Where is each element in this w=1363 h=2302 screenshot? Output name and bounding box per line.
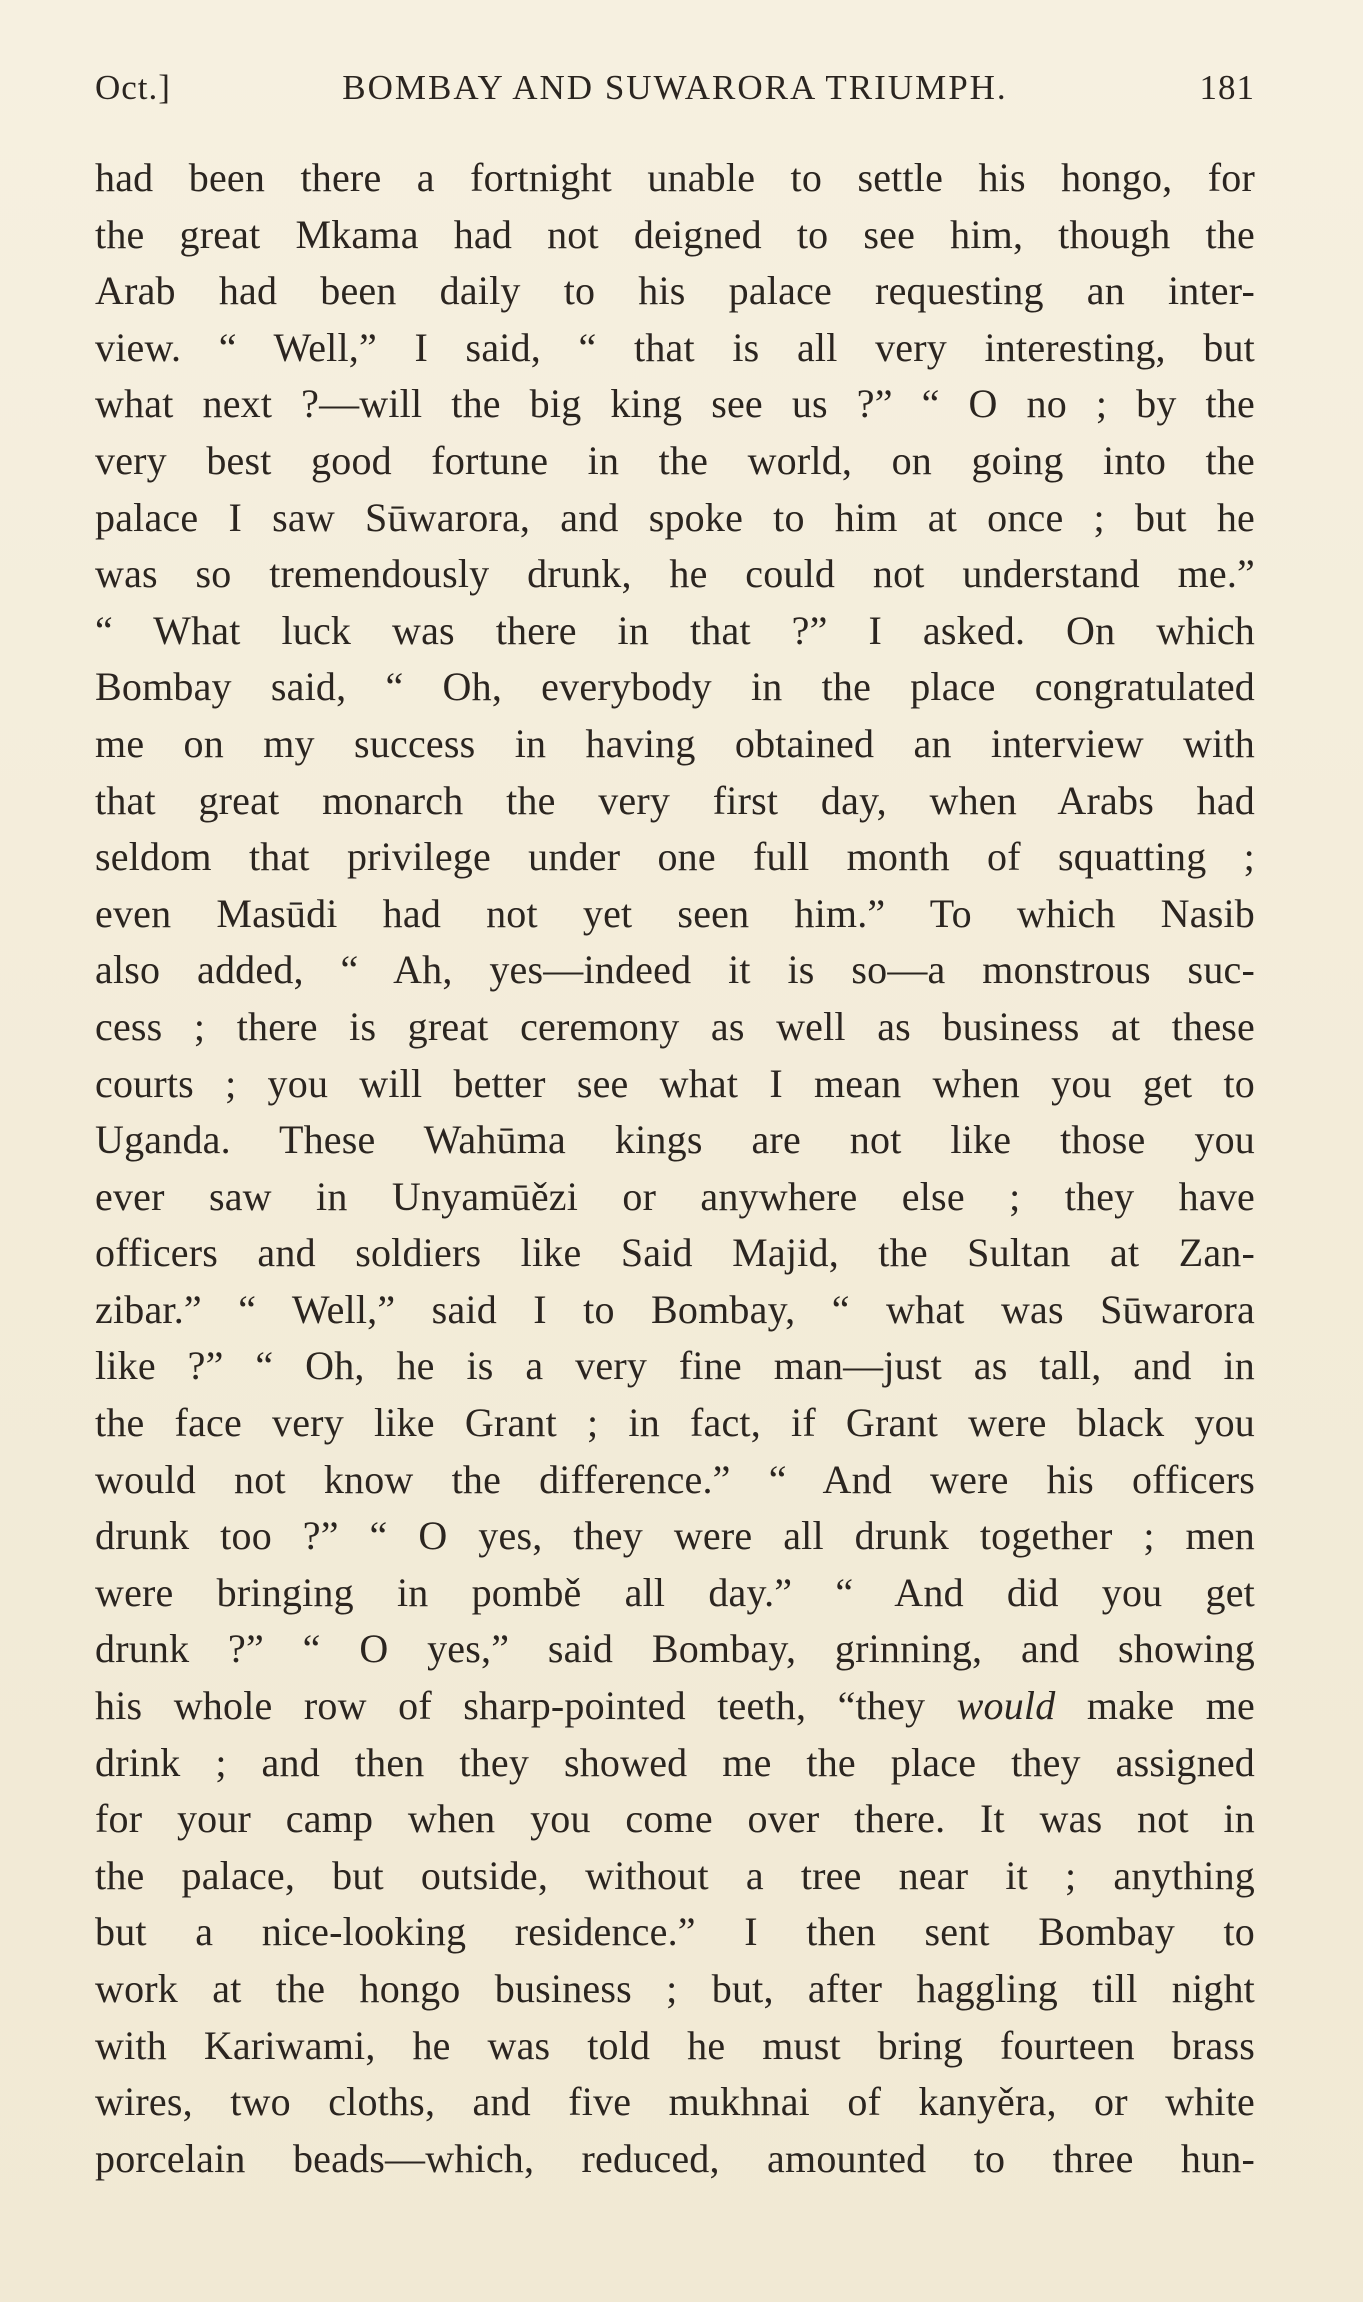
text-line: his whole row of sharp-pointed teeth, “they would make me	[95, 1683, 1255, 1729]
text-line: would not know the difference.” “ And were his officers	[95, 1456, 1255, 1502]
text-line: that great monarch the very first day, when Arabs had	[95, 777, 1255, 823]
text-line: ever saw in Unyamūězi or anywhere else ; they have	[95, 1173, 1255, 1219]
text-line: view. “ Well,” I said, “ that is all very interesting, but	[95, 324, 1255, 370]
text-line: wires, two cloths, and five mukhnai of kanyěra, or white	[95, 2079, 1255, 2125]
text-line: courts ; you will better see what I mean when you get to	[95, 1060, 1255, 1106]
text-line: palace I saw Sūwarora, and spoke to him at once ; but he	[95, 494, 1255, 540]
text-line: like ?” “ Oh, he is a very fine man—just as tall, and in	[95, 1343, 1255, 1389]
text-line: zibar.” “ Well,” said I to Bombay, “ what was Sūwarora	[95, 1286, 1255, 1332]
text-line: officers and soldiers like Said Majid, the Sultan at Zan-	[95, 1230, 1255, 1276]
text-line: had been there a fortnight unable to settle his hongo, for	[95, 155, 1255, 200]
text-line: drink ; and then they showed me the place they assigned	[95, 1739, 1255, 1785]
text-line: “ What luck was there in that ?” I asked. On which	[95, 607, 1255, 653]
text-line: Arab had been daily to his palace requesting an inter-	[95, 268, 1255, 314]
text-line: the palace, but outside, without a tree near it ; anything	[95, 1852, 1255, 1898]
text-line: Uganda. These Wahūma kings are not like those you	[95, 1117, 1255, 1163]
text-line: Bombay said, “ Oh, everybody in the place congratulated	[95, 664, 1255, 710]
text-line: even Masūdi had not yet seen him.” To which Nasib	[95, 890, 1255, 936]
header-title: BOMBAY AND SUWARORA TRIUMPH.	[342, 68, 1008, 107]
text-line: seldom that privilege under one full month of squatting ;	[95, 834, 1255, 880]
text-line: was so tremendously drunk, he could not understand me.”	[95, 551, 1255, 597]
text-line: what next ?—will the big king see us ?” “ O no ; by the	[95, 381, 1255, 427]
page-number: 181	[1199, 68, 1255, 107]
text-line: but a nice-looking residence.” I then sent Bombay to	[95, 1909, 1255, 1955]
text-line: very best good fortune in the world, on going into the	[95, 437, 1255, 483]
text-line: me on my success in having obtained an interview with	[95, 720, 1255, 766]
text-line: work at the hongo business ; but, after haggling till night	[95, 1966, 1255, 2011]
text-line: with Kariwami, he was told he must bring fourteen brass	[95, 2022, 1255, 2068]
emphasis: would	[956, 1683, 1056, 1729]
text-line: drunk too ?” “ O yes, they were all drunk together ; men	[95, 1513, 1255, 1559]
text-line: cess ; there is great ceremony as well as business at these	[95, 1003, 1255, 1049]
text-line: drunk ?” “ O yes,” said Bombay, grinning, and showing	[95, 1626, 1255, 1672]
text-line: the great Mkama had not deigned to see him, though the	[95, 211, 1255, 257]
text-line: porcelain beads—which, reduced, amounted to three hun-	[95, 2135, 1255, 2181]
text-line: were bringing in pombě all day.” “ And did you get	[95, 1569, 1255, 1615]
text-line: the face very like Grant ; in fact, if Grant were black you	[95, 1400, 1255, 1446]
header-month: Oct.]	[95, 68, 171, 107]
running-header	[95, 68, 1255, 128]
body-text	[95, 150, 1255, 2187]
text-line: for your camp when you come over there. It was not in	[95, 1796, 1255, 1842]
text-line: also added, “ Ah, yes—indeed it is so—a monstrous suc-	[95, 947, 1255, 993]
